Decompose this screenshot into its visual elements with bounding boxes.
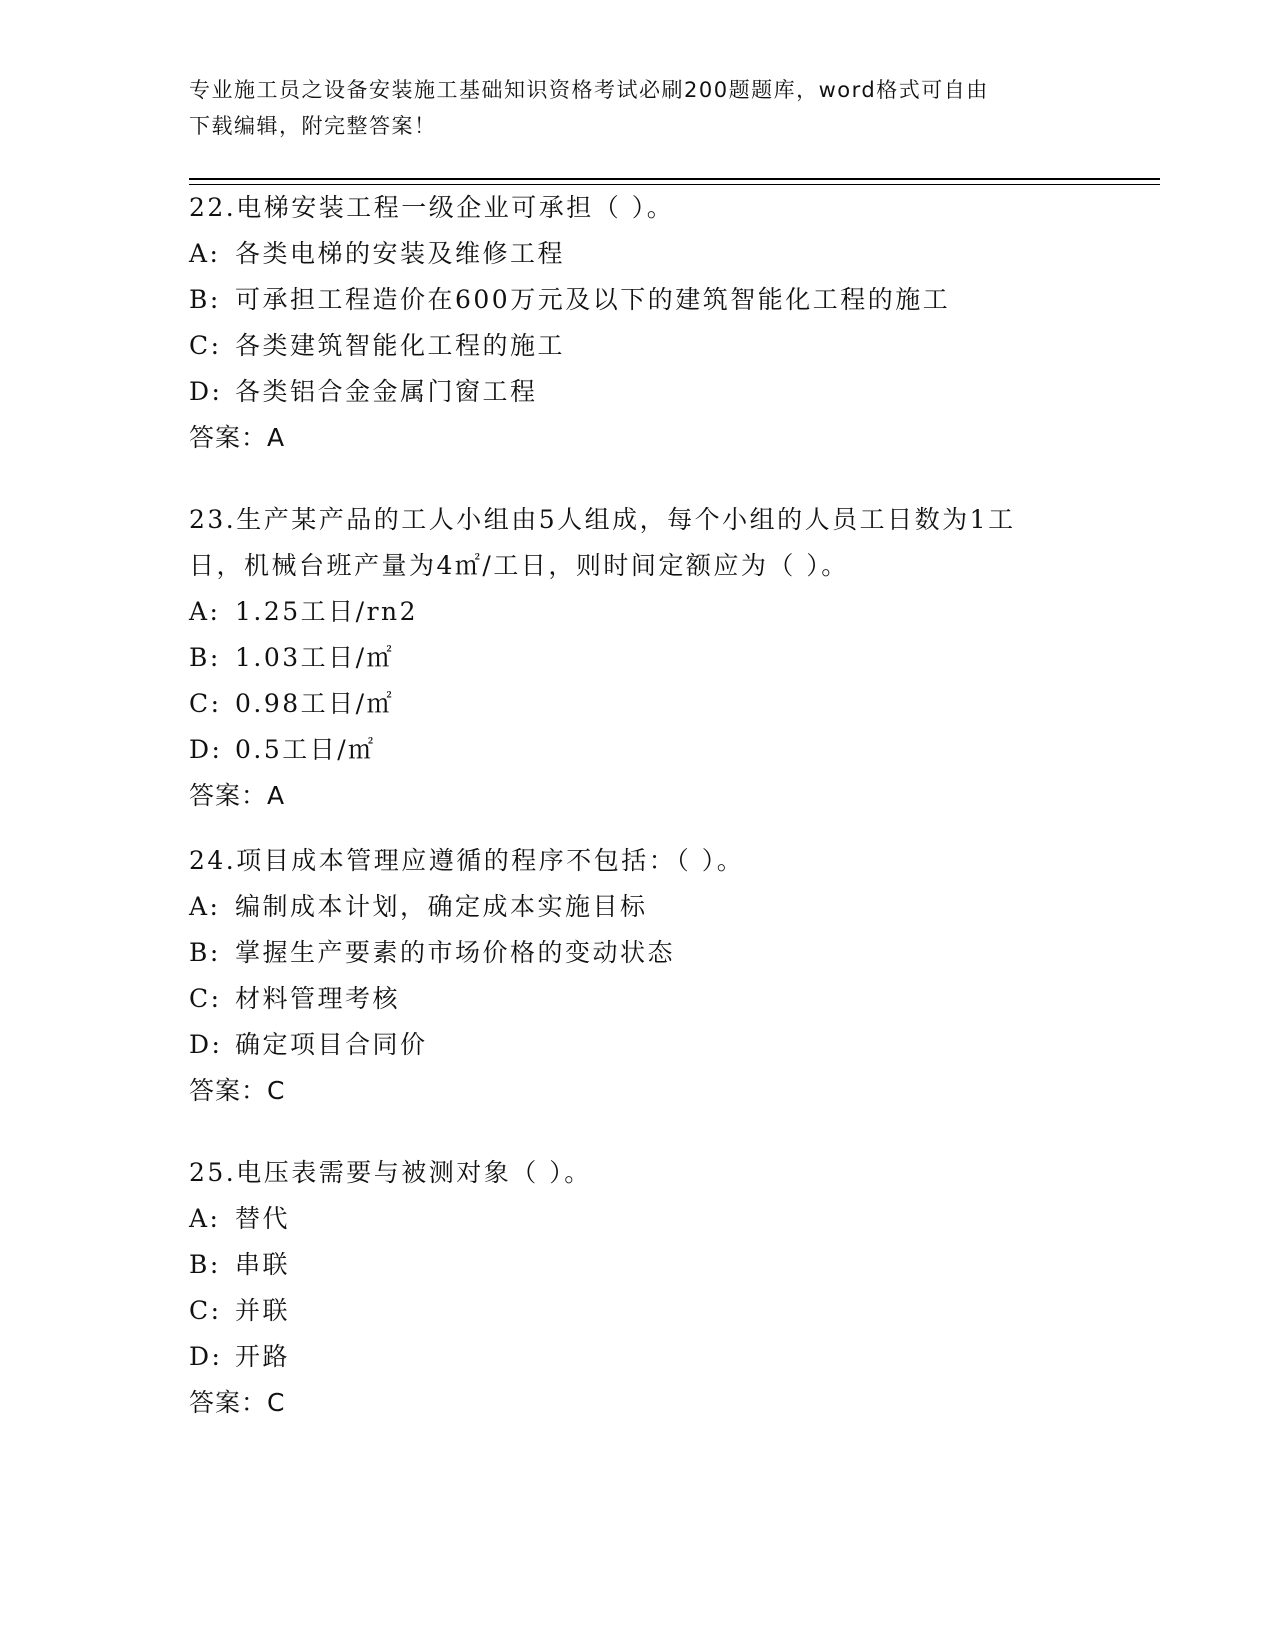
option-a [189,884,1089,930]
option-text: 0.5工日/㎡ [235,735,376,764]
option-text: 开路 [235,1342,291,1371]
option-a [189,1196,1089,1242]
option-a [189,231,1089,277]
option-b [189,635,1089,681]
answer-text: 答案：C [189,1388,286,1417]
option-label: A: [189,892,221,921]
answer-text: 答案：A [189,781,286,810]
option-text: 编制成本计划，确定成本实施目标 [235,892,648,921]
option-c [189,976,1089,1022]
option-c [189,681,1089,727]
option-text: 0.98工日/㎡ [235,689,395,718]
option-label: C: [189,331,222,360]
option-text: 各类铝合金金属门窗工程 [235,377,538,406]
option-label: C: [189,1296,222,1325]
option-c [189,323,1089,369]
option-text: 1.03工日/㎡ [235,643,395,672]
question-23 [189,497,1089,819]
option-label: D: [189,735,223,764]
option-text: 替代 [235,1204,291,1233]
option-text: 串联 [235,1250,291,1279]
option-b [189,1242,1089,1288]
option-label: B: [189,938,221,967]
option-text: 并联 [235,1296,291,1325]
question-22 [189,185,1089,461]
question-stem-line-2: 日，机械台班产量为4㎡/工日，则时间定额应为（ ）。 [189,551,849,580]
option-text: 确定项目合同价 [235,1030,428,1059]
option-b [189,277,1089,323]
question-24 [189,838,1089,1114]
option-label: C: [189,689,222,718]
document-header [189,72,1089,144]
question-25 [189,1150,1089,1426]
header-line-2: 下载编辑，附完整答案！ [189,114,437,138]
option-label: D: [189,1342,223,1371]
option-label: D: [189,1030,223,1059]
option-d [189,727,1089,773]
option-d [189,1334,1089,1380]
option-label: C: [189,984,222,1013]
header-divider-thick [189,178,1160,180]
question-stem: 25.电压表需要与被测对象（ ）。 [189,1158,592,1187]
option-text: 各类电梯的安装及维修工程 [235,239,566,268]
option-text: 各类建筑智能化工程的施工 [235,331,566,360]
option-d [189,1022,1089,1068]
answer-text: 答案：A [189,423,286,452]
option-c [189,1288,1089,1334]
question-stem-line-1: 23.生产某产品的工人小组由5人组成，每个小组的人员工日数为1工 [189,505,1016,534]
option-d [189,369,1089,415]
option-text: 材料管理考核 [235,984,401,1013]
question-stem: 24.项目成本管理应遵循的程序不包括：（ ）。 [189,846,745,875]
option-text: 掌握生产要素的市场价格的变动状态 [235,938,676,967]
option-text: 1.25工日/rn2 [235,597,419,626]
option-a [189,589,1089,635]
option-label: A: [189,239,221,268]
option-label: B: [189,643,221,672]
option-b [189,930,1089,976]
question-stem: 22.电梯安装工程一级企业可承担（ ）。 [189,193,675,222]
option-label: B: [189,285,221,314]
option-label: B: [189,1250,221,1279]
option-label: A: [189,1204,221,1233]
answer-text: 答案：C [189,1076,286,1105]
option-label: D: [189,377,223,406]
option-label: A: [189,597,221,626]
header-line-1: 专业施工员之设备安装施工基础知识资格考试必刷200题题库，word格式可自由 [189,78,989,102]
option-text: 可承担工程造价在600万元及以下的建筑智能化工程的施工 [235,285,951,314]
